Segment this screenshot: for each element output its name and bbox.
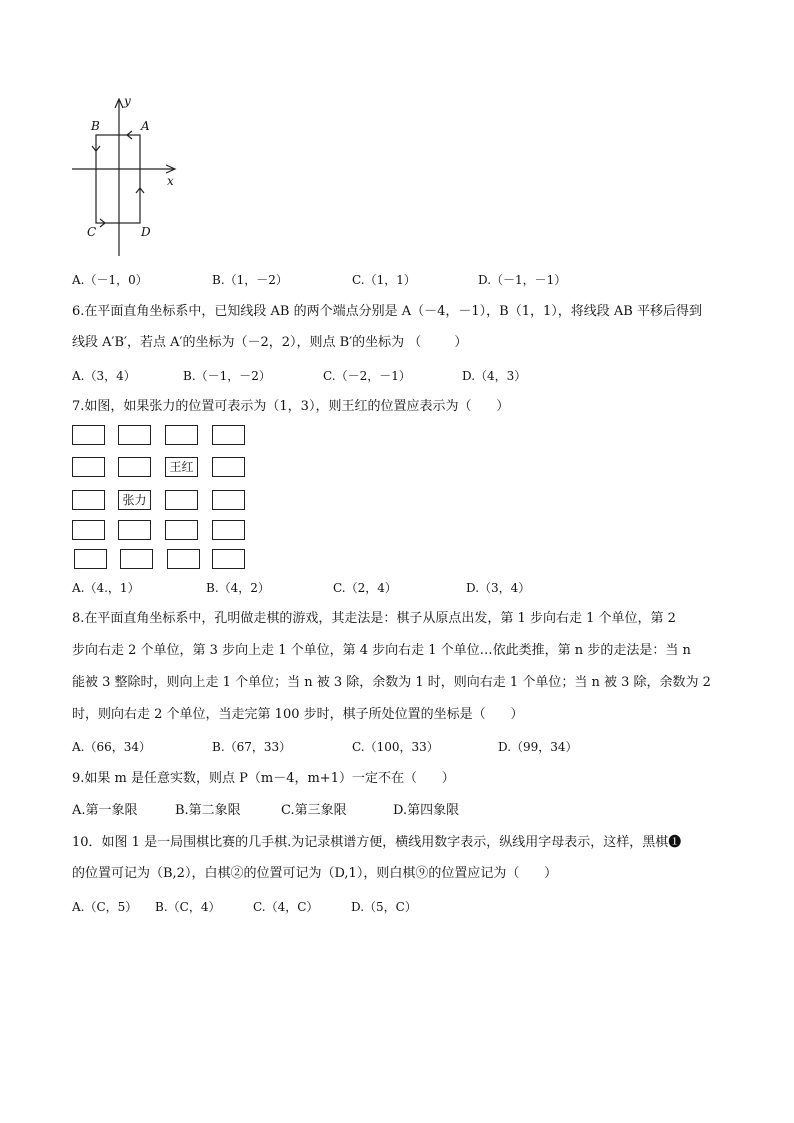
q8-option-d: D.（99，34） xyxy=(498,740,578,754)
seat-box xyxy=(167,549,200,569)
q10-option-d: D.（5，C） xyxy=(351,900,417,914)
q8-option-a: A.（66，34） xyxy=(72,740,152,754)
q8-option-c: C.（100，33） xyxy=(352,740,439,754)
seat-box xyxy=(212,425,245,445)
q5-option-a: A.（－1，0） xyxy=(72,273,148,287)
q7-option-d: D.（3，4） xyxy=(466,581,531,595)
seat-box xyxy=(72,490,105,510)
q5-option-b: B.（1，－2） xyxy=(212,273,288,287)
q8-option-b: B.（67，33） xyxy=(212,740,292,754)
seat-box xyxy=(165,425,198,445)
q7-text: 7.如图，如果张力的位置可表示为（1，3），则王红的位置应表示为（ ） xyxy=(72,399,510,414)
point-label-b: B xyxy=(91,119,100,133)
point-label-c: C xyxy=(87,225,97,239)
seat-box xyxy=(165,490,198,510)
q9-text: 9.如果 m 是任意实数，则点 P（m－4，m+1）一定不在（ ） xyxy=(72,771,455,786)
seat-box xyxy=(118,425,151,445)
seat-box xyxy=(212,457,245,477)
q7-option-c: C.（2，4） xyxy=(333,581,397,595)
q8-text-line-1: 8.在平面直角坐标系中，孔明做走棋的游戏，其走法是：棋子从原点出发，第 1 步向右走 1 个单位，第 2 xyxy=(72,611,676,626)
q10-option-b: B.（C，4） xyxy=(155,900,221,914)
seat-box xyxy=(72,520,105,540)
q10-option-a: A.（C，5） xyxy=(72,900,138,914)
seat-box xyxy=(118,520,151,540)
seat-box xyxy=(212,520,245,540)
seat-box xyxy=(212,490,245,510)
seat-wang-hong: 王红 xyxy=(165,457,198,477)
seat-box xyxy=(120,549,153,569)
q6-option-b: B.（－1，－2） xyxy=(183,369,271,383)
x-axis-label: x xyxy=(167,174,174,188)
q9-option-a: A.第一象限 xyxy=(72,803,138,818)
q8-text-line-3: 能被 3 整除时，则向上走 1 个单位；当 n 被 3 除，余数为 1 时，则向右走 1 个单位；当 n 被 3 除，余数为 2 xyxy=(72,675,711,690)
q9-option-d: D.第四象限 xyxy=(393,803,460,818)
q5-option-c: C.（1，1） xyxy=(352,273,416,287)
rectangle-abcd xyxy=(96,135,140,223)
q10-option-c: C.（4，C） xyxy=(253,900,319,914)
q9-option-b: B.第二象限 xyxy=(175,803,241,818)
q6-text-line-1: 6.在平面直角坐标系中，已知线段 AB 的两个端点分别是 A（－4，－1），B（1，1），将线段 AB 平移后得到 xyxy=(72,304,702,319)
seat-box xyxy=(165,520,198,540)
q9-option-c: C.第三象限 xyxy=(281,803,347,818)
q8-text-line-2: 步向右走 2 个单位，第 3 步向上走 1 个单位，第 4 步向右走 1 个单位…依此类推，第 n 步的走法是：当 n xyxy=(72,643,691,658)
q6-option-a: A.（3，4） xyxy=(72,369,136,383)
seat-box xyxy=(74,549,107,569)
seat-box xyxy=(118,457,151,477)
seat-zhang-li: 张力 xyxy=(118,490,151,510)
seat-box xyxy=(72,457,105,477)
q7-option-b: B.（4，2） xyxy=(206,581,270,595)
y-axis-label: y xyxy=(124,94,131,108)
q10-text-line-2: 的位置可记为（B,2），白棋②的位置可记为（D,1），则白棋⑨的位置应记为（ ） xyxy=(72,866,558,881)
seat-box xyxy=(212,549,245,569)
q6-option-c: C.（－2，－1） xyxy=(323,369,411,383)
seat-box xyxy=(72,425,105,445)
q6-option-d: D.（4，3） xyxy=(462,369,527,383)
q7-option-a: A.（4.，1） xyxy=(72,581,140,595)
q5-option-d: D.（－1，－1） xyxy=(478,273,567,287)
point-label-a: A xyxy=(141,119,150,133)
point-label-d: D xyxy=(141,225,151,239)
q10-text-line-1: 10．如图 1 是一局围棋比赛的几手棋.为记录棋谱方便，横线用数字表示，纵线用字母表示，这样，黑棋➊ xyxy=(72,835,682,850)
q8-text-line-4: 时，则向右走 2 个单位，当走完第 100 步时，棋子所处位置的坐标是（ ） xyxy=(72,707,524,722)
q6-text-line-2: 线段 A′B′，若点 A′的坐标为（－2，2），则点 B′的坐标为 （ ） xyxy=(72,335,468,350)
